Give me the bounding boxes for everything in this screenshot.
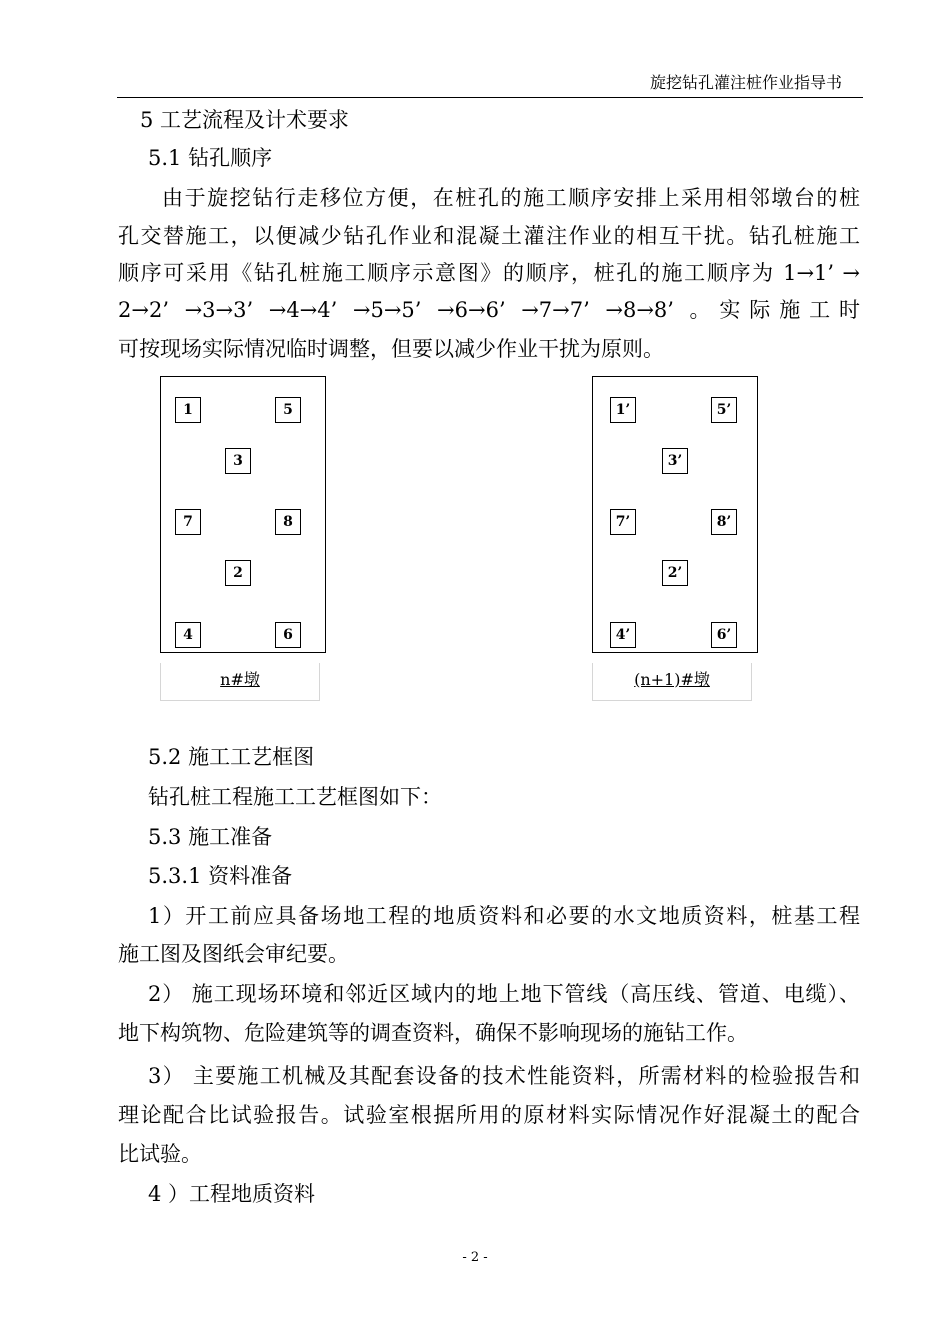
- header-divider: [117, 97, 863, 98]
- paragraph-line: 顺序可采用《钻孔桩施工顺序示意图》的顺序，桩孔的施工顺序为 1→1’ →: [118, 261, 860, 285]
- pier-n-caption-box: [160, 663, 320, 701]
- pile-box: 7’: [610, 509, 636, 535]
- pile-box: 8’: [711, 509, 737, 535]
- pile-box: 3: [225, 448, 251, 474]
- pile-box: 2’: [662, 560, 688, 586]
- pile-box: 3’: [662, 448, 688, 474]
- pier-n1-caption-box: [592, 663, 752, 701]
- pile-box: 4’: [610, 622, 636, 648]
- pile-box: 6: [275, 622, 301, 648]
- pier-n-caption: n#墩: [220, 670, 260, 689]
- list-item-line: 理论配合比试验报告。试验室根据所用的原材料实际情况作好混凝土的配合: [118, 1103, 860, 1127]
- pier-n1-base-line: [592, 652, 758, 653]
- pier-n1-caption: (n+1)#墩: [634, 670, 710, 689]
- pile-box: 1’: [610, 397, 636, 423]
- paragraph-line: 可按现场实际情况临时调整，但要以减少作业干扰为原则。: [118, 337, 664, 361]
- pile-box: 1: [175, 397, 201, 423]
- section-heading-5-3-1: 5.3.1 资料准备: [148, 864, 293, 888]
- pile-box: 8: [275, 509, 301, 535]
- pile-box: 4: [175, 622, 201, 648]
- list-item-line: 地下构筑物、危险建筑等的调查资料，确保不影响现场的施钻工作。: [118, 1021, 748, 1045]
- pier-n-base-line: [160, 652, 326, 653]
- section-heading-5: 5 工艺流程及计术要求: [140, 108, 350, 132]
- paragraph-line: 2→2’ →3→3’ →4→4’ →5→5’ →6→6’ →7→7’ →8→8’ 。实际施工时: [118, 298, 860, 322]
- list-item-line: 3） 主要施工机械及其配套设备的技术性能资料，所需材料的检验报告和: [148, 1064, 860, 1088]
- section-heading-5-3: 5.3 施工准备: [148, 825, 273, 849]
- pile-box: 6’: [711, 622, 737, 648]
- header-title: 旋挖钻孔灌注桩作业指导书: [649, 73, 842, 92]
- paragraph-line: 孔交替施工，以便减少钻孔作业和混凝土灌注作业的相互干扰。钻孔桩施工: [118, 224, 860, 248]
- list-item-line: 施工图及图纸会审纪要。: [118, 942, 349, 966]
- pile-box: 7: [175, 509, 201, 535]
- list-item-line: 比试验。: [118, 1142, 202, 1166]
- list-item-line: 1）开工前应具备场地工程的地质资料和必要的水文地质资料，桩基工程: [148, 904, 860, 928]
- section-heading-5-1: 5.1 钻孔顺序: [148, 146, 273, 170]
- pile-box: 5’: [711, 397, 737, 423]
- pile-box: 5: [275, 397, 301, 423]
- paragraph-line: 钻孔桩工程施工工艺框图如下：: [148, 785, 442, 809]
- paragraph-line: 由于旋挖钻行走移位方便，在桩孔的施工顺序安排上采用相邻墩台的桩: [162, 186, 860, 210]
- pile-box: 2: [225, 560, 251, 586]
- page-number: - 2 -: [462, 1250, 488, 1265]
- section-heading-5-2: 5.2 施工工艺框图: [148, 745, 315, 769]
- list-item-line: 4 ）工程地质资料: [148, 1182, 316, 1206]
- list-item-line: 2） 施工现场环境和邻近区域内的地上地下管线（高压线、管道、电缆）、: [148, 982, 860, 1006]
